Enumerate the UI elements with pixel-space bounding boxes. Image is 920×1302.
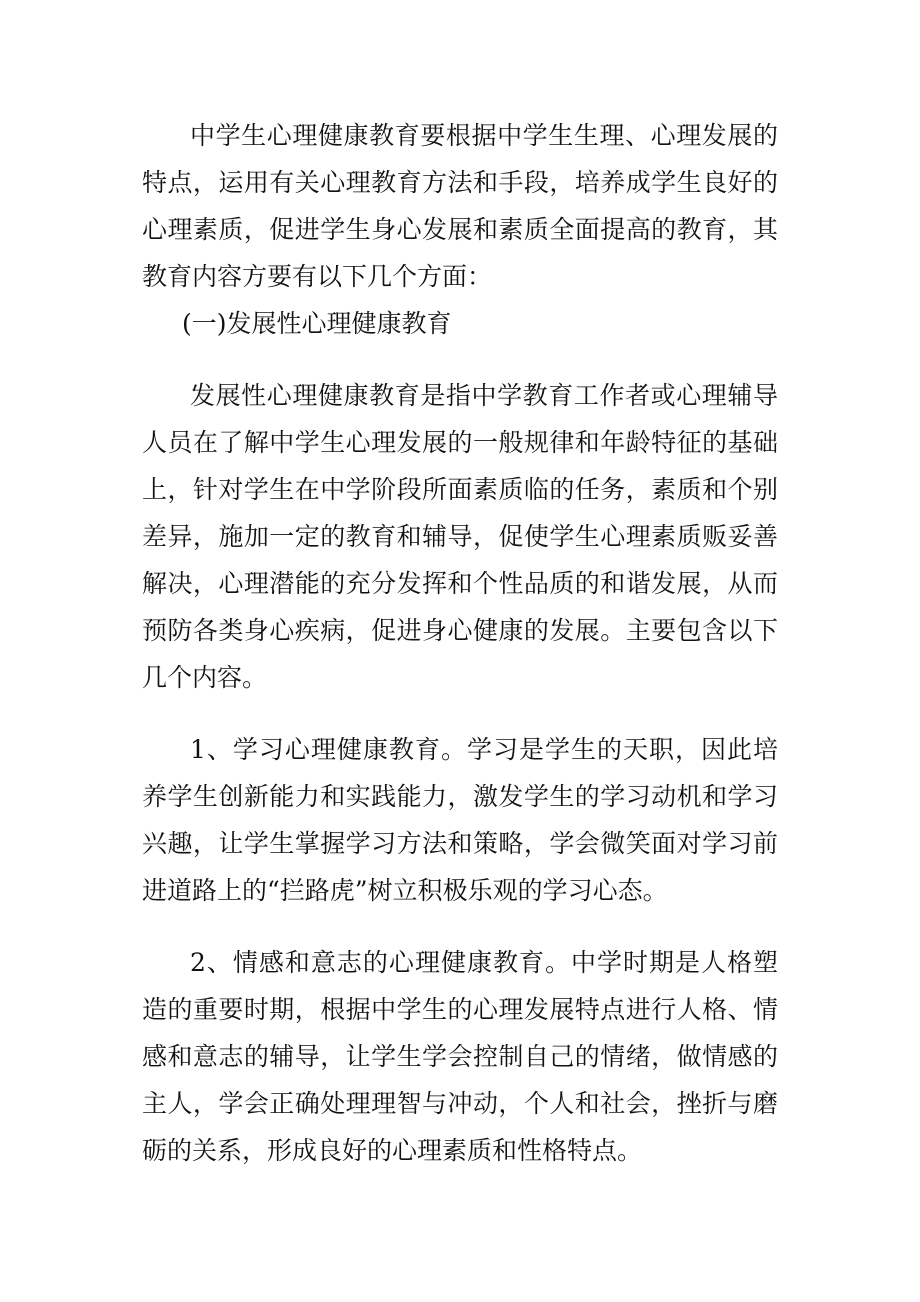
section-heading: (一)发展性心理健康教育 — [182, 309, 452, 338]
paragraph-intro: 中学生心理健康教育要根据中学生生理、心理发展的特点，运用有关心理教育方法和手段，培养成学生良好的心理素质，促进学生身心发展和素质全面提高的教育，其教育内容方要有以下几个方面： — [142, 121, 778, 291]
paragraph-item-1: 1、学习心理健康教育。学习是学生的天职，因此培养学生创新能力和实践能力，激发学生的学习动机和学习兴趣，让学生掌握学习方法和策略，学会微笑面对学习前进道路上的“拦路虎”树立积极乐观的学习心态。 — [142, 735, 778, 905]
document-body — [142, 112, 778, 1174]
paragraph-developmental: 发展性心理健康教育是指中学教育工作者或心理辅导人员在了解中学生心理发展的一般规律和年龄特征的基础上，针对学生在中学阶段所面素质临的任务，素质和个别差异，施加一定的教育和辅导，促使学生心理素质贩妥善解决，心理潜能的充分发挥和个性品质的和谐发展，从而预防各类身心疾病，促进身心健康的发展。主要包含以下几个内容。 — [142, 381, 778, 692]
paragraph-item-2: 2、情感和意志的心理健康教育。中学时期是人格塑造的重要时期，根据中学生的心理发展特点进行人格、情感和意志的辅导，让学生学会控制自己的情绪，做情感的主人，学会正确处理理智与冲动，个人和社会，挫折与磨砺的关系，形成良好的心理素质和性格特点。 — [142, 948, 778, 1165]
